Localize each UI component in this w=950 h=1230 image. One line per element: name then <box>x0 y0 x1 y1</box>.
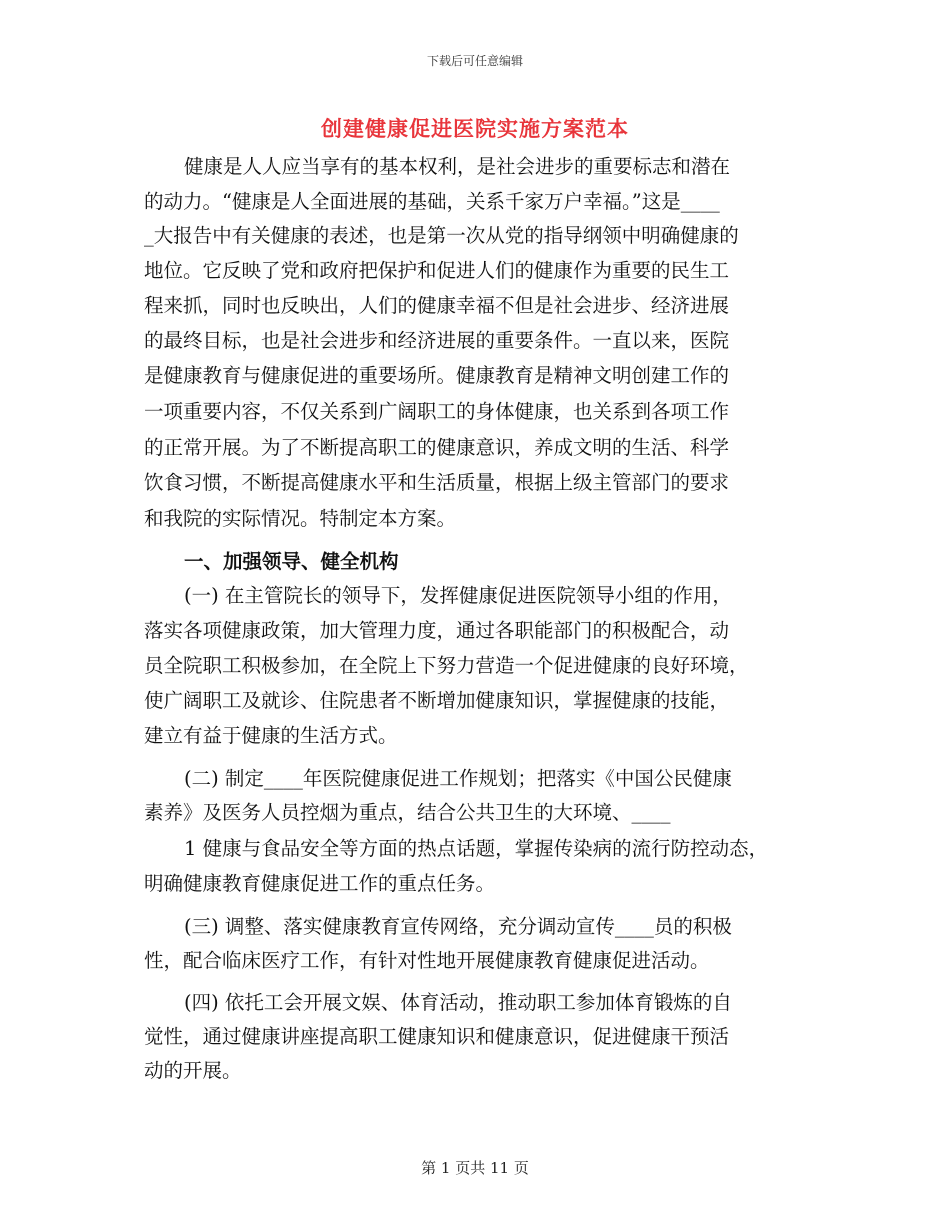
body-text-line: 建立有益于健康的生活方式。 <box>144 724 398 747</box>
body-text-line: 素养》及医务人员控烟为重点，结合公共卫生的大环境、____ <box>144 801 671 824</box>
body-text-line: (四) 依托工会开展文娱、体育活动，推动职工参加体育锻炼的自 <box>184 991 732 1014</box>
body-text-line: 是健康教育与健康促进的重要场所。健康教育是精神文明创建工作的 <box>144 364 730 387</box>
body-text-line: 员全院职工积极参加，在全院上下努力营造一个促进健康的良好环境， <box>144 654 749 677</box>
body-text-line: 的正常开展。为了不断提高职工的健康意识，养成文明的生活、科学 <box>144 436 730 459</box>
body-text-line: 动的开展。 <box>144 1059 242 1082</box>
document-title: 创建健康促进医院实施方案范本 <box>321 116 629 141</box>
body-text-line: (二) 制定____年医院健康促进工作规划；把落实《中国公民健康 <box>184 767 732 790</box>
body-text-line: 使广阔职工及就诊、住院患者不断增加健康知识，掌握健康的技能， <box>144 689 730 712</box>
body-text-line: 地位。它反映了党和政府把保护和促进人们的健康作为重要的民生工 <box>144 259 730 282</box>
body-text-line: 饮食习惯，不断提高健康水平和生活质量，根据上级主管部门的要求 <box>144 471 730 494</box>
body-text-line: 性，配合临床医疗工作，有针对性地开展健康教育健康促进活动。 <box>144 949 710 972</box>
body-text-line: (三) 调整、落实健康教育宣传网络，充分调动宣传____员的积极 <box>184 915 732 938</box>
body-text-line: 觉性，通过健康讲座提高职工健康知识和健康意识，促进健康干预活 <box>144 1025 730 1048</box>
body-text-line: 一项重要内容，不仅关系到广阔职工的身体健康，也关系到各项工作 <box>144 400 730 423</box>
body-text-line: _大报告中有关健康的表述，也是第一次从党的指导纲领中明确健康的 <box>144 224 739 247</box>
page-number: 第 1 页共 11 页 <box>421 1159 529 1177</box>
page-header-note: 下载后可任意编辑 <box>426 54 523 68</box>
body-text-line: 程来抓，同时也反映出，人们的健康幸福不但是社会进步、经济进展 <box>144 294 730 317</box>
body-text-line: 的最终目标，也是社会进步和经济进展的重要条件。一直以来，医院 <box>144 329 730 352</box>
body-text-line: 落实各项健康政策，加大管理力度，通过各职能部门的积极配合，动 <box>144 619 730 642</box>
body-text-line: (一) 在主管院长的领导下，发挥健康促进医院领导小组的作用， <box>184 584 732 607</box>
body-text-line: 和我院的实际情况。特制定本方案。 <box>144 507 457 530</box>
body-text-line: 健康是人人应当享有的基本权利，是社会进步的重要标志和潜在 <box>184 155 731 178</box>
body-text-line: 1 健康与食品安全等方面的热点话题，掌握传染病的流行防控动态， <box>184 837 769 860</box>
body-text-line: 明确健康教育健康促进工作的重点任务。 <box>144 872 496 895</box>
body-text-line: 的动力。“健康是人全面进展的基础，关系千家万户幸福。”这是____ <box>144 190 720 213</box>
section-heading: 一、加强领导、健全机构 <box>184 550 399 573</box>
